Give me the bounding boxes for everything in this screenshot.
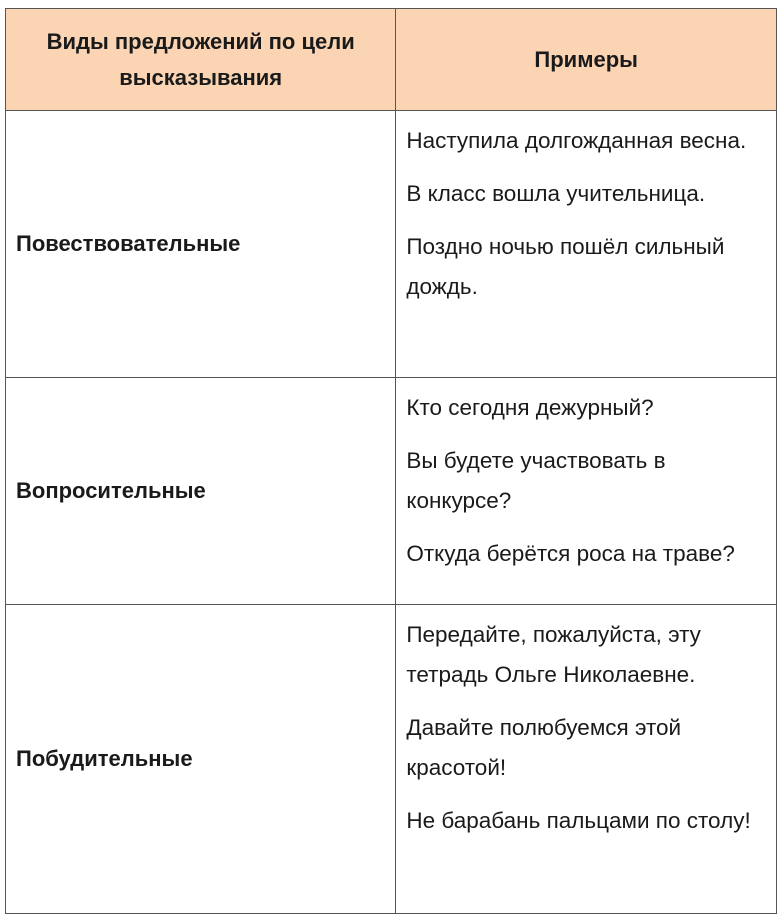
table-row (6, 378, 777, 605)
row-examples (396, 111, 777, 378)
example-sentence: Вы будете участвовать в конкурсе? (406, 448, 666, 513)
table-header-row (6, 9, 777, 111)
example-sentence: В класс вошла учительница. (406, 181, 706, 206)
row-examples (396, 378, 777, 605)
example-sentence: Наступила долгожданная весна. (406, 128, 747, 153)
table-row (6, 605, 777, 914)
example-sentence: Кто сегодня дежурный? (406, 395, 654, 420)
table-row (6, 111, 777, 378)
example-sentence: Не барабань пальцами по столу! (406, 808, 751, 833)
row-kind: Вопросительные (6, 378, 396, 605)
row-kind: Побудительные (6, 605, 396, 914)
row-kind: Повествовательные (6, 111, 396, 378)
sentence-types-table (5, 8, 777, 914)
header-kind: Виды предложений по цели высказывания (6, 9, 396, 111)
example-sentence: Передайте, пожалуйста, эту тетрадь Ольге Николаевне. (406, 622, 701, 687)
example-sentence: Давайте полюбуемся этой красотой! (406, 715, 682, 780)
example-sentence: Откуда берётся роса на траве? (406, 541, 735, 566)
row-examples (396, 605, 777, 914)
example-sentence: Поздно ночью пошёл сильный дождь. (406, 234, 725, 299)
header-examples: Примеры (396, 9, 777, 111)
